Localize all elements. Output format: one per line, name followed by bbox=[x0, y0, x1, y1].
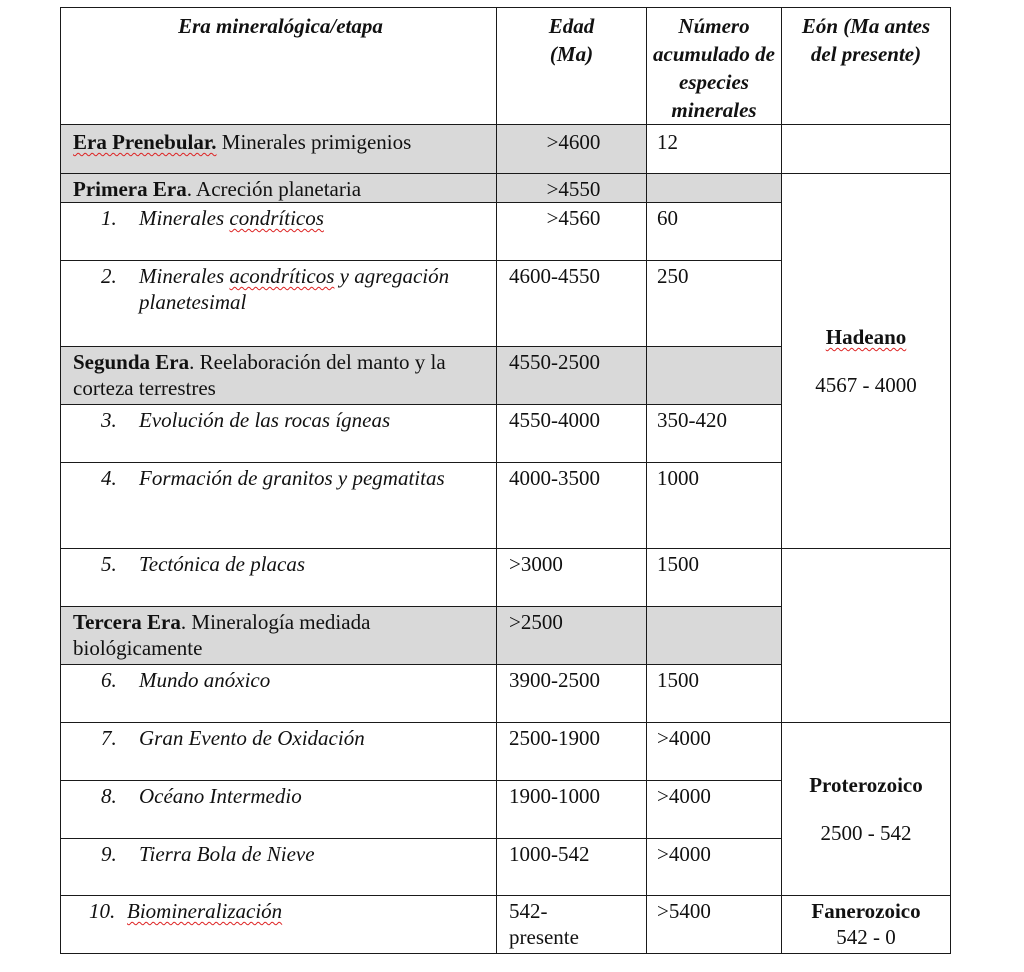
stage-9-number: 9. bbox=[101, 842, 117, 866]
table-row-stage-10 bbox=[61, 896, 951, 954]
eon-fanerozoico-range: 542 - 0 bbox=[836, 925, 896, 949]
eon-hadeano-cell bbox=[782, 174, 951, 549]
eon-fanerozoico-cell bbox=[782, 896, 951, 954]
stage-3-name: Evolución de las rocas ígneas bbox=[139, 408, 391, 432]
header-count: Número acumulado de especies minerales bbox=[647, 8, 782, 125]
stage-2-number: 2. bbox=[101, 264, 117, 288]
stage-4-label bbox=[61, 463, 497, 549]
stage-1-label bbox=[61, 203, 497, 261]
stage-1-name-a: Minerales bbox=[139, 206, 230, 230]
stage-5-name: Tectónica de placas bbox=[139, 552, 306, 576]
stage-7-name: Gran Evento de Oxidación bbox=[139, 726, 365, 750]
stage-5-count: 1500 bbox=[647, 549, 782, 607]
header-eon: Eón (Ma antes del presente) bbox=[782, 8, 951, 125]
mineral-evolution-table bbox=[60, 7, 951, 954]
stage-2-name-a: Minerales bbox=[139, 264, 230, 288]
era-tercera-desc: . Mineralogía mediada biológicamente bbox=[73, 610, 371, 660]
stage-7-label bbox=[61, 723, 497, 781]
era-primera-name: Primera Era bbox=[73, 177, 187, 201]
stage-9-age: 1000-542 bbox=[497, 839, 647, 896]
table-row-era-prenebular bbox=[61, 125, 951, 174]
stage-2-name-c: y agregación planetesimal bbox=[139, 264, 450, 314]
era-primera-count bbox=[647, 174, 782, 203]
table-header-row bbox=[61, 8, 951, 125]
stage-6-number: 6. bbox=[101, 668, 117, 692]
era-segunda-label bbox=[61, 347, 497, 405]
era-primera-label bbox=[61, 174, 497, 203]
stage-1-name-b: condríticos bbox=[229, 206, 324, 230]
era-primera-age: >4550 bbox=[497, 174, 647, 203]
table-row-stage-7 bbox=[61, 723, 951, 781]
stage-3-number: 3. bbox=[101, 408, 117, 432]
stage-10-name: Biomineralización bbox=[127, 899, 283, 923]
stage-1-age: >4560 bbox=[497, 203, 647, 261]
era-tercera-name: Tercera Era bbox=[73, 610, 181, 634]
stage-8-age: 1900-1000 bbox=[497, 781, 647, 839]
stage-8-label bbox=[61, 781, 497, 839]
stage-7-number: 7. bbox=[101, 726, 117, 750]
era-segunda-name: Segunda Era bbox=[73, 350, 190, 374]
stage-10-count: >5400 bbox=[647, 896, 782, 954]
stage-6-count: 1500 bbox=[647, 665, 782, 723]
stage-2-count: 250 bbox=[647, 261, 782, 347]
stage-5-age: >3000 bbox=[497, 549, 647, 607]
stage-4-age: 4000-3500 bbox=[497, 463, 647, 549]
stage-6-name: Mundo anóxico bbox=[139, 668, 271, 692]
stage-4-name: Formación de granitos y pegmatitas bbox=[139, 466, 445, 490]
stage-10-label bbox=[61, 896, 497, 954]
eon-proterozoico-name: Proterozoico bbox=[809, 773, 923, 797]
stage-9-label bbox=[61, 839, 497, 896]
header-age: Edad (Ma) bbox=[497, 8, 647, 125]
era-segunda-desc: . Reelaboración del manto y la corteza terrestres bbox=[73, 350, 446, 400]
era-prenebular-name: Era Prenebular. bbox=[73, 130, 217, 154]
stage-10-number: 10. bbox=[89, 899, 116, 923]
stage-4-count: 1000 bbox=[647, 463, 782, 549]
eon-hadeano-range: 4567 - 4000 bbox=[815, 373, 917, 397]
stage-2-name-b: acondríticos bbox=[229, 264, 335, 288]
table-row-stage-6 bbox=[61, 665, 951, 723]
stage-10-age: 542-presente bbox=[497, 896, 647, 954]
era-tercera-count bbox=[647, 607, 782, 665]
era-primera-desc: . Acreción planetaria bbox=[186, 177, 362, 201]
stage-3-label bbox=[61, 405, 497, 463]
stage-9-name: Tierra Bola de Nieve bbox=[139, 842, 315, 866]
stage-8-name: Océano Intermedio bbox=[139, 784, 302, 808]
era-tercera-label bbox=[61, 607, 497, 665]
eon-empty-cell bbox=[782, 125, 951, 174]
table-row-stage-5 bbox=[61, 549, 951, 607]
stage-7-count: >4000 bbox=[647, 723, 782, 781]
eon-proterozoico-cell bbox=[782, 723, 951, 896]
stage-3-count: 350-420 bbox=[647, 405, 782, 463]
eon-hadeano-name: Hadeano bbox=[825, 325, 907, 349]
stage-8-number: 8. bbox=[101, 784, 117, 808]
stage-1-number: 1. bbox=[101, 206, 117, 230]
era-tercera-age: >2500 bbox=[497, 607, 647, 665]
table-row-era-tercera bbox=[61, 607, 951, 665]
stage-4-number: 4. bbox=[101, 466, 117, 490]
era-prenebular-count: 12 bbox=[647, 125, 782, 174]
era-prenebular-age: >4600 bbox=[497, 125, 647, 174]
stage-7-age: 2500-1900 bbox=[497, 723, 647, 781]
stage-5-label bbox=[61, 549, 497, 607]
stage-3-age: 4550-4000 bbox=[497, 405, 647, 463]
stage-5-number: 5. bbox=[101, 552, 117, 576]
eon-proterozoico-range: 2500 - 542 bbox=[820, 821, 912, 845]
era-segunda-age: 4550-2500 bbox=[497, 347, 647, 405]
table-row-era-primera bbox=[61, 174, 951, 203]
stage-1-count: 60 bbox=[647, 203, 782, 261]
era-segunda-count bbox=[647, 347, 782, 405]
stage-6-age: 3900-2500 bbox=[497, 665, 647, 723]
era-prenebular-desc: Minerales primigenios bbox=[216, 130, 412, 154]
era-prenebular-label bbox=[61, 125, 497, 174]
stage-2-label bbox=[61, 261, 497, 347]
stage-8-count: >4000 bbox=[647, 781, 782, 839]
stage-2-age: 4600-4550 bbox=[497, 261, 647, 347]
header-era: Era mineralógica/etapa bbox=[61, 8, 497, 125]
stage-6-label bbox=[61, 665, 497, 723]
eon-fanerozoico-name: Fanerozoico bbox=[811, 899, 921, 923]
stage-9-count: >4000 bbox=[647, 839, 782, 896]
